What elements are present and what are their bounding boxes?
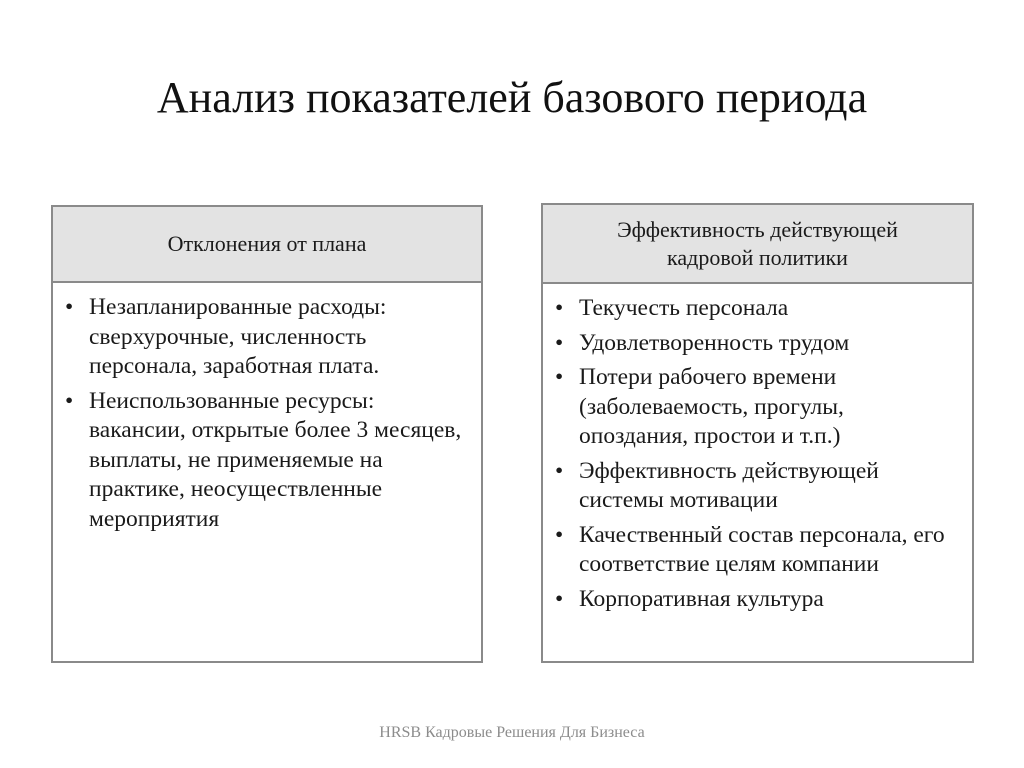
list-item-text: Удовлетворенность трудом xyxy=(579,329,850,356)
deviations-panel-heading: Отклонения от плана xyxy=(167,231,367,256)
list-item-text: Незапланированные расходы: сверхурочные, численность персонала, заработная плата. xyxy=(89,294,387,379)
hr-policy-panel-header xyxy=(543,205,972,284)
hr-policy-list xyxy=(543,284,972,614)
list-item xyxy=(555,363,958,452)
bullet-icon: • xyxy=(65,294,74,320)
slide-footer: HRSB Кадровые Решения Для Бизнеса xyxy=(379,724,645,741)
list-item-text: Потери рабочего времени (заболеваемость, прогулы, опоздания, простои и т.п.) xyxy=(579,364,844,449)
bullet-icon: • xyxy=(555,457,564,484)
deviations-panel xyxy=(51,205,483,663)
hr-policy-panel-heading: Эффективность действующей кадровой политики xyxy=(617,216,898,270)
bullet-icon: • xyxy=(65,387,74,414)
list-item xyxy=(555,329,958,359)
bullet-icon: • xyxy=(555,521,564,548)
list-item-text: Эффективность действующей системы мотивации xyxy=(579,457,879,513)
list-item xyxy=(65,387,467,535)
list-item xyxy=(65,293,467,382)
list-item-text: Текучесть персонала xyxy=(579,295,789,321)
list-item xyxy=(555,585,958,615)
list-item-text: Качественный состав персонала, его соответствие целям компании xyxy=(579,521,945,577)
deviations-list xyxy=(53,283,481,534)
bullet-icon: • xyxy=(555,329,564,356)
bullet-icon: • xyxy=(555,585,564,612)
list-item-text: Корпоративная культура xyxy=(579,585,824,612)
bullet-icon: • xyxy=(555,295,564,321)
deviations-panel-header xyxy=(53,207,481,283)
list-item xyxy=(555,457,958,516)
list-item xyxy=(555,294,958,324)
slide-title: Анализ показателей базового периода xyxy=(156,73,868,122)
list-item-text: Неиспользованные ресурсы: вакансии, открытые более 3 месяцев, выплаты, не применяемые на практике, неосуществленные мероприятия xyxy=(89,387,462,532)
list-item xyxy=(555,521,958,580)
bullet-icon: • xyxy=(555,364,564,390)
hr-policy-panel xyxy=(541,203,974,663)
